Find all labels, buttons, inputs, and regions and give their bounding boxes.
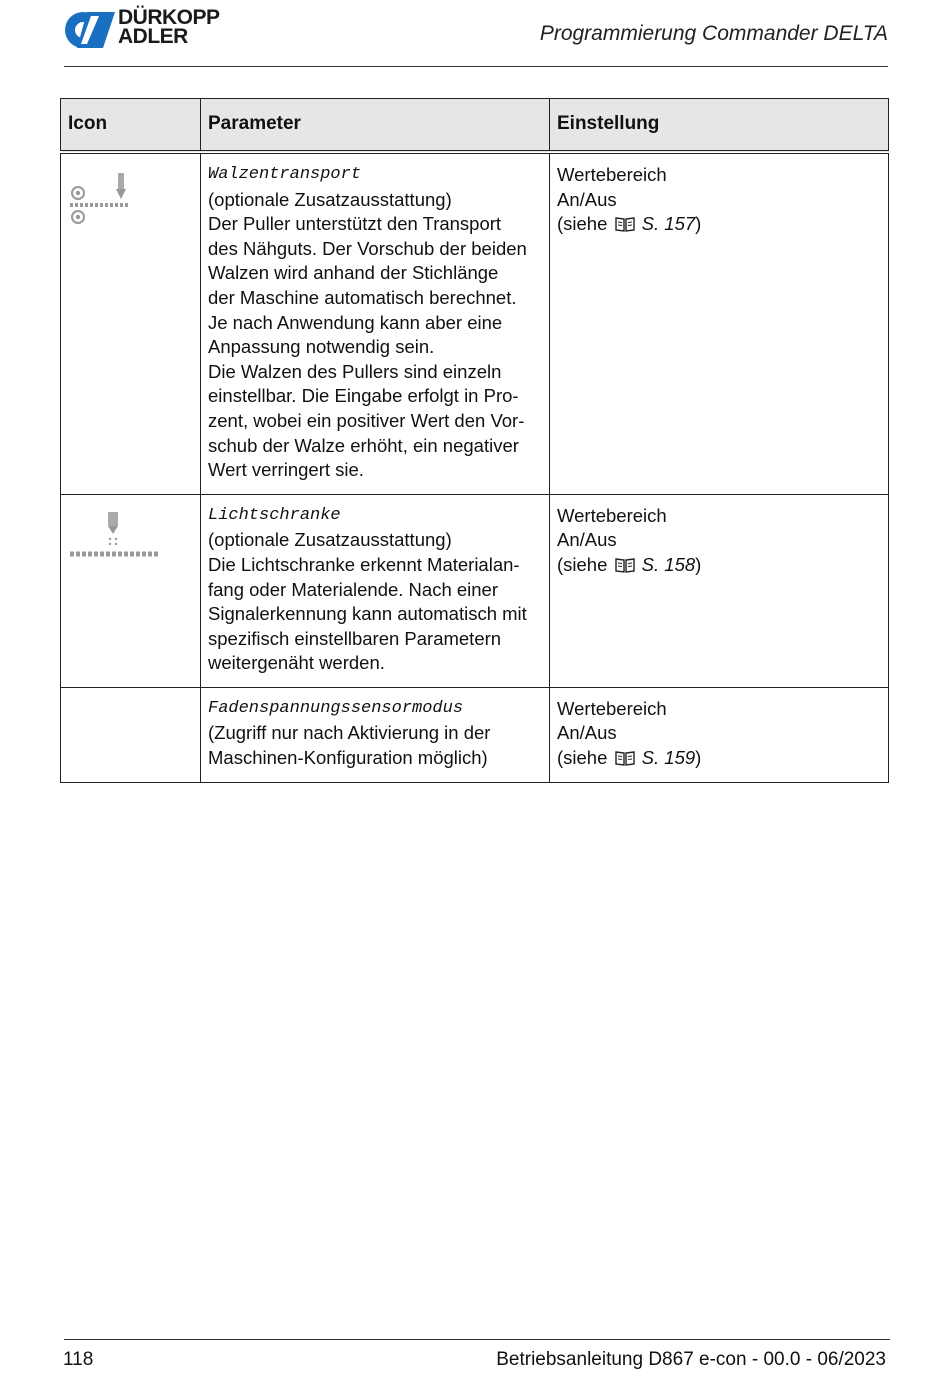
page-reference xyxy=(557,212,881,237)
header-divider xyxy=(64,66,888,67)
page-reference-link[interactable]: S. 159 xyxy=(641,747,696,769)
column-header-icon: Icon xyxy=(61,99,201,153)
parameter-cell xyxy=(201,494,550,687)
parameter-cell xyxy=(201,687,550,782)
table-header-row xyxy=(61,99,889,153)
column-header-parameter: Parameter xyxy=(201,99,550,153)
description-line: Walzen wird anhand der Stichlänge xyxy=(208,262,499,284)
roller-transport-icon xyxy=(68,169,130,227)
page-number: 118 xyxy=(63,1349,94,1370)
setting-values: An/Aus xyxy=(557,188,617,210)
description-line: Die Walzen des Pullers sind einzeln xyxy=(208,360,502,382)
book-icon xyxy=(615,216,635,232)
page-reference-link[interactable]: S. 158 xyxy=(641,553,696,575)
icon-cell xyxy=(61,687,201,782)
icon-cell xyxy=(61,494,201,687)
reference-suffix: ) xyxy=(695,747,702,769)
logo-line-2: ADLER xyxy=(118,25,188,48)
page-reference xyxy=(557,553,881,578)
setting-cell xyxy=(550,687,889,782)
reference-prefix: (siehe xyxy=(557,553,608,575)
description-line: spezifisch einstellbaren Parametern xyxy=(208,627,502,649)
description-line: Signalerkennung kann automatisch mit xyxy=(208,603,527,625)
chapter-title: Programmierung Commander DELTA xyxy=(539,22,888,45)
setting-range-label: Wertebereich xyxy=(557,504,667,526)
description-line: (optionale Zusatzausstattung) xyxy=(208,188,452,210)
description-line: schub der Walze erhöht, ein negativer xyxy=(208,434,519,456)
document-reference: Betriebsanleitung D867 e-con - 00.0 - 06/2023 xyxy=(496,1349,886,1370)
parameter-cell xyxy=(201,152,550,494)
parameter-table xyxy=(60,98,889,783)
column-header-setting: Einstellung xyxy=(550,99,889,153)
description-line: einstellbar. Die Eingabe erfolgt in Pro- xyxy=(208,385,519,407)
description-line: Die Lichtschranke erkennt Materialan- xyxy=(208,553,520,575)
parameter-name: Fadenspannungssensormodus xyxy=(208,698,464,718)
description-line: Maschinen-Konfiguration möglich) xyxy=(208,747,488,769)
setting-range-label: Wertebereich xyxy=(557,697,667,719)
table-row xyxy=(61,152,889,494)
description-line: zent, wobei ein positiver Wert den Vor- xyxy=(208,409,525,431)
reference-suffix: ) xyxy=(695,553,702,575)
page-reference xyxy=(557,746,881,771)
description-line: Der Puller unterstützt den Transport xyxy=(208,213,502,235)
description-line: (optionale Zusatzausstattung) xyxy=(208,529,452,551)
reference-prefix: (siehe xyxy=(557,213,608,235)
description-line: Je nach Anwendung kann aber eine xyxy=(208,311,503,333)
logo-line-1: DÜRKOPP xyxy=(118,6,220,29)
light-barrier-icon xyxy=(68,510,164,568)
setting-cell xyxy=(550,494,889,687)
parameter-name: Walzentransport xyxy=(208,165,362,184)
setting-values: An/Aus xyxy=(557,722,617,744)
description-line: des Nähguts. Der Vorschub der beiden xyxy=(208,237,527,259)
reference-prefix: (siehe xyxy=(557,747,608,769)
description-line: der Maschine automatisch berechnet. xyxy=(208,286,517,308)
description-line: Wert verringert sie. xyxy=(208,459,364,481)
icon-cell xyxy=(61,152,201,494)
parameter-name: Lichtschranke xyxy=(208,505,341,525)
setting-values: An/Aus xyxy=(557,529,617,551)
table-row xyxy=(61,494,889,687)
description-line: Anpassung notwendig sein. xyxy=(208,336,435,358)
duerkopp-adler-logo-icon xyxy=(63,10,115,50)
book-icon xyxy=(615,750,635,766)
page-reference-link[interactable]: S. 157 xyxy=(641,213,696,235)
description-line: weitergenäht werden. xyxy=(208,652,385,674)
description-line: (Zugriff nur nach Aktivierung in der xyxy=(208,722,491,744)
book-icon xyxy=(615,557,635,573)
table-row xyxy=(61,687,889,782)
description-line: fang oder Materialende. Nach einer xyxy=(208,578,499,600)
company-logo xyxy=(63,8,233,50)
setting-range-label: Wertebereich xyxy=(557,164,667,185)
reference-suffix: ) xyxy=(695,213,702,235)
footer-divider xyxy=(64,1339,890,1340)
setting-cell xyxy=(550,152,889,494)
